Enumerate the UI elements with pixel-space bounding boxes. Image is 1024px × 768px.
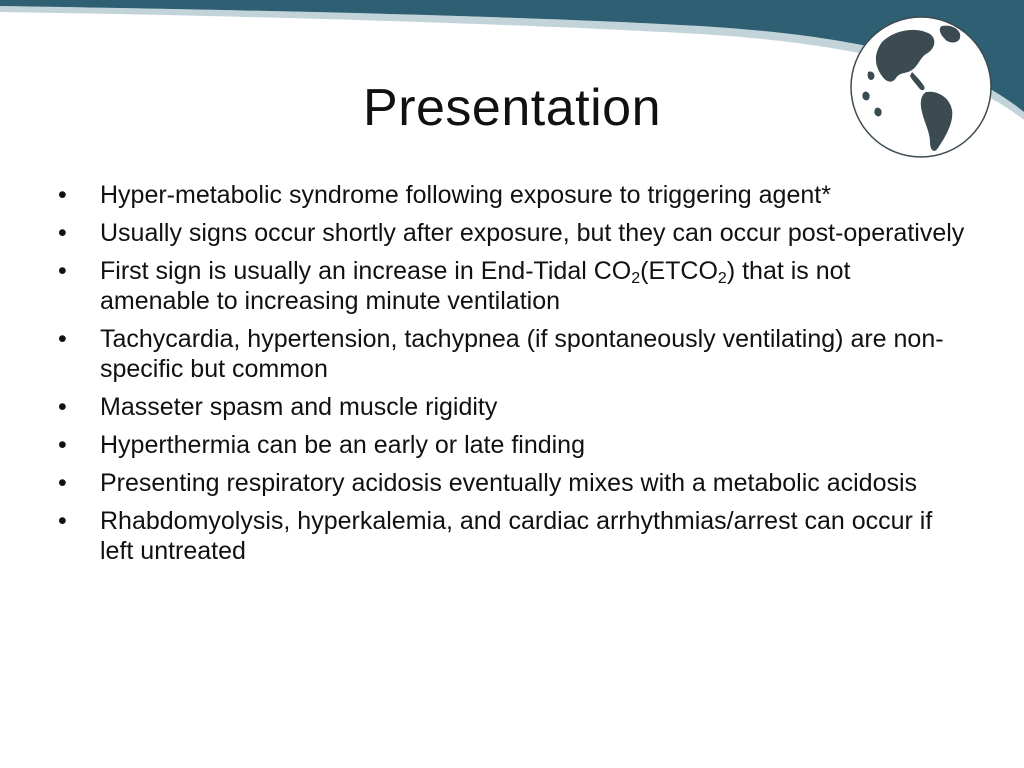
bullet-marker: • <box>58 219 67 247</box>
bullet-marker: • <box>58 325 67 353</box>
bullet-marker: • <box>58 181 67 209</box>
bullet-marker: • <box>58 393 67 421</box>
bullet-marker: • <box>58 431 67 459</box>
bullet-text: Usually signs occur shortly after exposure, but they can occur post-operatively <box>100 219 965 247</box>
bullet-item <box>56 506 966 566</box>
bullet-text-part: First sign is usually an increase in End-Tidal CO <box>100 257 632 285</box>
bullet-item <box>56 468 966 498</box>
bullet-text: Tachycardia, hypertension, tachypnea (if spontaneously ventilating) are non-specific but common <box>100 325 944 383</box>
bullet-list <box>56 180 966 574</box>
bullet-item <box>56 324 966 384</box>
bullet-text <box>100 257 851 315</box>
bullet-text: Rhabdomyolysis, hyperkalemia, and cardiac arrhythmias/arrest can occur if left untreated <box>100 507 933 565</box>
subscript: 2 <box>631 270 641 287</box>
bullet-item <box>56 392 966 422</box>
bullet-item <box>56 430 966 460</box>
bullet-text: Hyper-metabolic syndrome following exposure to triggering agent* <box>100 181 831 209</box>
bullet-text: Presenting respiratory acidosis eventually mixes with a metabolic acidosis <box>100 469 918 497</box>
bullet-text: Masseter spasm and muscle rigidity <box>100 393 498 421</box>
bullet-item <box>56 218 966 248</box>
bullet-text: Hyperthermia can be an early or late finding <box>100 431 585 459</box>
bullet-text-part: (ETCO <box>640 257 718 285</box>
bullet-item <box>56 180 966 210</box>
bullet-text-part: ) that is not amenable to increasing minute ventilation <box>100 257 851 315</box>
bullet-marker: • <box>58 469 67 497</box>
subscript: 2 <box>717 270 727 287</box>
bullet-marker: • <box>58 507 67 535</box>
slide-title: Presentation <box>363 79 661 137</box>
bullet-item <box>56 256 966 316</box>
bullet-marker: • <box>58 257 67 285</box>
